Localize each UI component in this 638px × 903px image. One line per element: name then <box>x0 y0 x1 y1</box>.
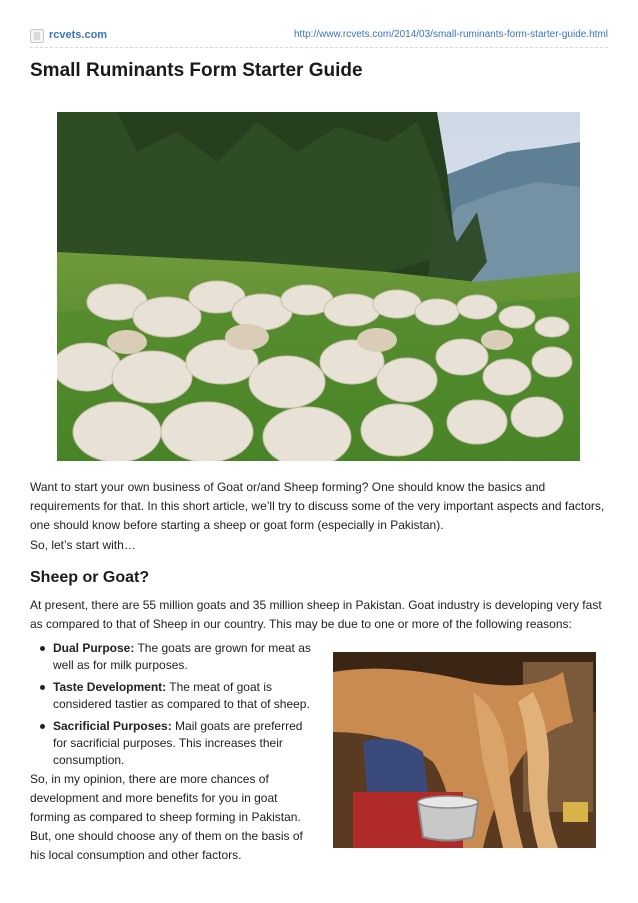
intro-lead-in: So, let’s start with… <box>30 538 136 552</box>
section-body: At present, there are 55 million goats and 35 million sheep in Pakistan. Goat industry is developing very fast as compared to that of Sheep in our country. This may be due to one or more of the following reasons: <box>30 598 602 631</box>
section-heading: Sheep or Goat? <box>30 569 150 586</box>
reasons-list <box>30 640 312 774</box>
intro-paragraph: Want to start your own business of Goat or/and Sheep forming? One should know the basics and requirements for that. In this short article, we’ll try to discuss some of the very important aspects and factors, one should know before starting a sheep or goat form (especially in Pakistan). <box>30 480 605 532</box>
header-divider <box>30 47 608 48</box>
goat-milking-photo <box>333 652 596 848</box>
list-item: Taste Development: The meat of goat is considered tastier as compared to that of sheep. <box>30 679 312 713</box>
closing-paragraph: So, in my opinion, there are more chances of development and more benefits for you in goat forming as compared to sheep forming in Pakistan. But, one should choose any of them on the basis of his local consumption and other factors. <box>30 772 303 862</box>
site-favicon-icon <box>30 29 44 43</box>
sheep-flock-photo <box>57 112 580 461</box>
list-item: Sacrificial Purposes: Mail goats are preferred for sacrificial purposes. This increases their consumption. <box>30 718 312 769</box>
site-name-link[interactable]: rcvets.com <box>49 29 108 41</box>
list-item: Dual Purpose: The goats are grown for meat as well as for milk purposes. <box>30 640 312 674</box>
article-url-link[interactable]: http://www.rcvets.com/2014/03/small-ruminants-form-starter-guide.html <box>294 29 608 40</box>
article-title: Small Ruminants Form Starter Guide <box>30 60 363 81</box>
page-header <box>30 28 608 46</box>
